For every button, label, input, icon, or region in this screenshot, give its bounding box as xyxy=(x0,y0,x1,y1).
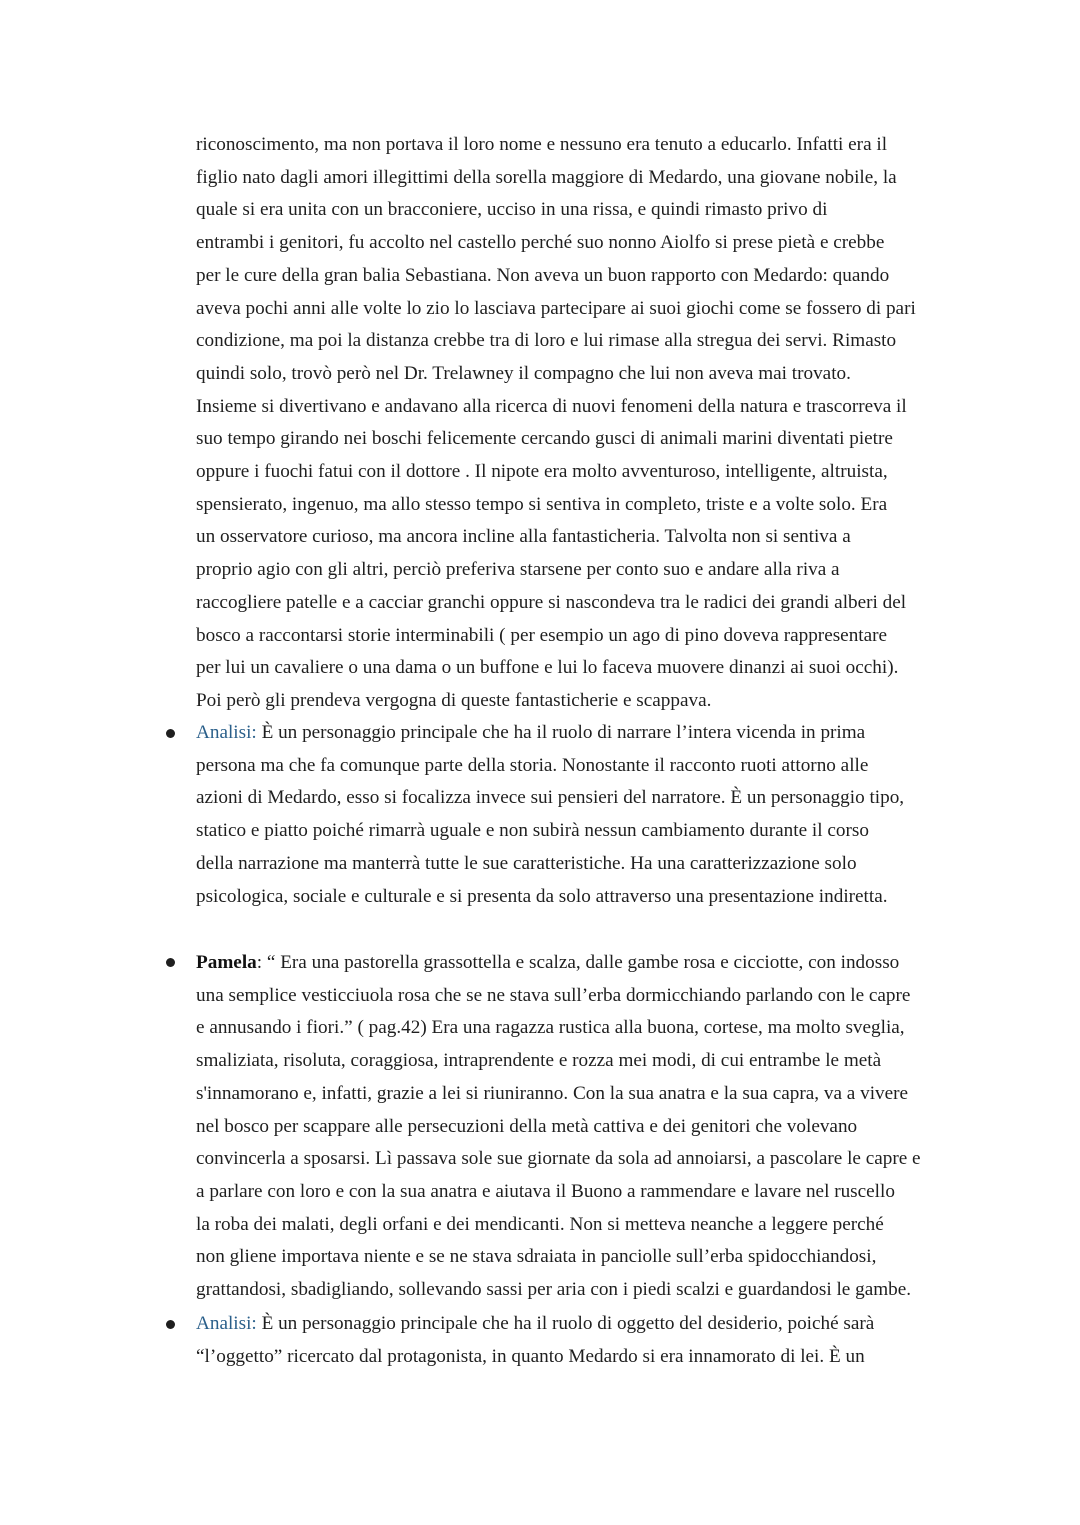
analisi-text: È un personaggio principale che ha il ruolo di oggetto del desiderio, poiché sarà xyxy=(256,1313,875,1334)
text-line: oppure i fuochi fatui con il dottore . Il nipote era molto avventuroso, intelligente, altruista, xyxy=(196,461,888,483)
text-line: spensierato, ingenuo, ma allo stesso tempo si sentiva in completo, triste e a volte solo. Era xyxy=(196,493,888,515)
pamela-text: : “ Era una pastorella grassottella e scalza, dalle gambe rosa e cicciotte, con indosso xyxy=(256,952,900,973)
text-line: aveva pochi anni alle volte lo zio lo lasciava partecipare ai suoi giochi come se fossero di pari xyxy=(196,297,916,319)
bullet-dot xyxy=(166,1320,175,1329)
analisi-label: Analisi: xyxy=(196,1313,257,1334)
text-line: Poi però gli prendeva vergogna di queste fantasticherie e scappava. xyxy=(196,689,712,711)
text-line: nel bosco per scappare alle persecuzioni della metà cattiva e dei genitori che volevano xyxy=(196,1115,858,1137)
text-line: per lui un cavaliere o una dama o un buffone e lui lo faceva muovere dinanzi ai suoi occhi). xyxy=(196,657,899,679)
text-line: psicologica, sociale e culturale e si presenta da solo attraverso una presentazione indiretta. xyxy=(196,885,888,907)
text-line: riconoscimento, ma non portava il loro nome e nessuno era tenuto a educarlo. Infatti era il xyxy=(196,134,888,155)
text-line: la roba dei malati, degli orfani e dei mendicanti. Non si metteva neanche a leggere perché xyxy=(196,1213,884,1235)
bullet-dot xyxy=(166,729,175,738)
text-line xyxy=(196,717,950,750)
text-line: grattandosi, sbadigliando, sollevando sassi per aria con i piedi scalzi e guardandosi le gambe. xyxy=(196,1279,912,1301)
pamela-paragraph xyxy=(196,947,950,1307)
text-line: a parlare con loro e con la sua anatra e aiutava il Buono a rammendare e lavare nel ruscello xyxy=(196,1180,895,1202)
text-line: smaliziata, risoluta, coraggiosa, intraprendente e rozza mei modi, di cui entrambe le metà xyxy=(196,1050,882,1072)
text-line: quindi solo, trovò però nel Dr. Trelawney il compagno che lui non aveva mai trovato. xyxy=(196,362,851,384)
analisi-label: Analisi: xyxy=(196,722,257,743)
text-line: convincerla a sposarsi. Lì passava sole sue giornate da sola ad annoiarsi, a pascolare le capre e xyxy=(196,1148,921,1170)
text-line: della narrazione ma manterrà tutte le sue caratteristiche. Ha una caratterizzazione solo xyxy=(196,852,857,874)
text-line: condizione, ma poi la distanza crebbe tra di loro e lui rimase alla stregua dei servi. Rimasto xyxy=(196,330,897,352)
text-line: statico e piatto poiché rimarrà uguale e non subirà nessun cambiamento durante il corso xyxy=(196,820,869,842)
text-line: suo tempo girando nei boschi felicemente cercando gusci di animali marini diventati pietre xyxy=(196,428,893,450)
text-line: e annusando i fiori.” ( pag.42) Era una ragazza rustica alla buona, cortese, ma molto sveglia, xyxy=(196,1017,905,1039)
text-line: una semplice vesticciuola rosa che se ne stava sull’erba dormicchiando parlando con le capre xyxy=(196,984,911,1006)
analisi-text: È un personaggio principale che ha il ruolo di narrare l’intera vicenda in prima xyxy=(256,722,866,743)
text-line: s'innamorano e, infatti, grazie a lei si riuniranno. Con la sua anatra e la sua capra, va a vivere xyxy=(196,1082,909,1104)
text-line: bosco a raccontarsi storie interminabili ( per esempio un ago di pino doveva rappresentare xyxy=(196,624,888,646)
bullet-dot xyxy=(166,958,175,967)
analisi-paragraph-2 xyxy=(196,1308,950,1373)
text-line: non gliene importava niente e se ne stava sdraiata in panciolle sull’erba spidocchiandosi, xyxy=(196,1246,877,1268)
text-line: figlio nato dagli amori illegittimi della sorella maggiore di Medardo, una giovane nobile, la xyxy=(196,166,897,188)
text-line: azioni di Medardo, esso si focalizza invece sui pensieri del narratore. È un personaggio tipo, xyxy=(196,787,905,809)
text-line: persona ma che fa comunque parte della storia. Nonostante il racconto ruoti attorno alle xyxy=(196,754,869,776)
text-line: proprio agio con gli altri, perciò preferiva starsene per conto suo e andare alla riva a xyxy=(196,559,840,581)
text-line: “l’oggetto” ricercato dal protagonista, in quanto Medardo si era innamorato di lei. È un xyxy=(196,1345,865,1367)
text-line: Insieme si divertivano e andavano alla ricerca di nuovi fenomeni della natura e trascorreva il xyxy=(196,395,907,417)
text-line: un osservatore curioso, ma ancora incline alla fantasticheria. Talvolta non si sentiva a xyxy=(196,526,851,548)
text-line xyxy=(196,1308,950,1341)
continuation-paragraph xyxy=(196,129,950,718)
text-line: quale si era unita con un bracconiere, ucciso in una rissa, e quindi rimasto privo di xyxy=(196,199,828,221)
analisi-paragraph-1 xyxy=(196,717,950,913)
text-line: raccogliere patelle e a cacciar granchi oppure si nascondeva tra le radici dei grandi alberi del xyxy=(196,591,907,613)
text-line: entrambi i genitori, fu accolto nel castello perché suo nonno Aiolfo si prese pietà e crebbe xyxy=(196,232,885,254)
text-line xyxy=(196,947,950,980)
character-name: Pamela xyxy=(196,952,257,973)
text-line: per le cure della gran balia Sebastiana. Non aveva un buon rapporto con Medardo: quando xyxy=(196,264,890,286)
